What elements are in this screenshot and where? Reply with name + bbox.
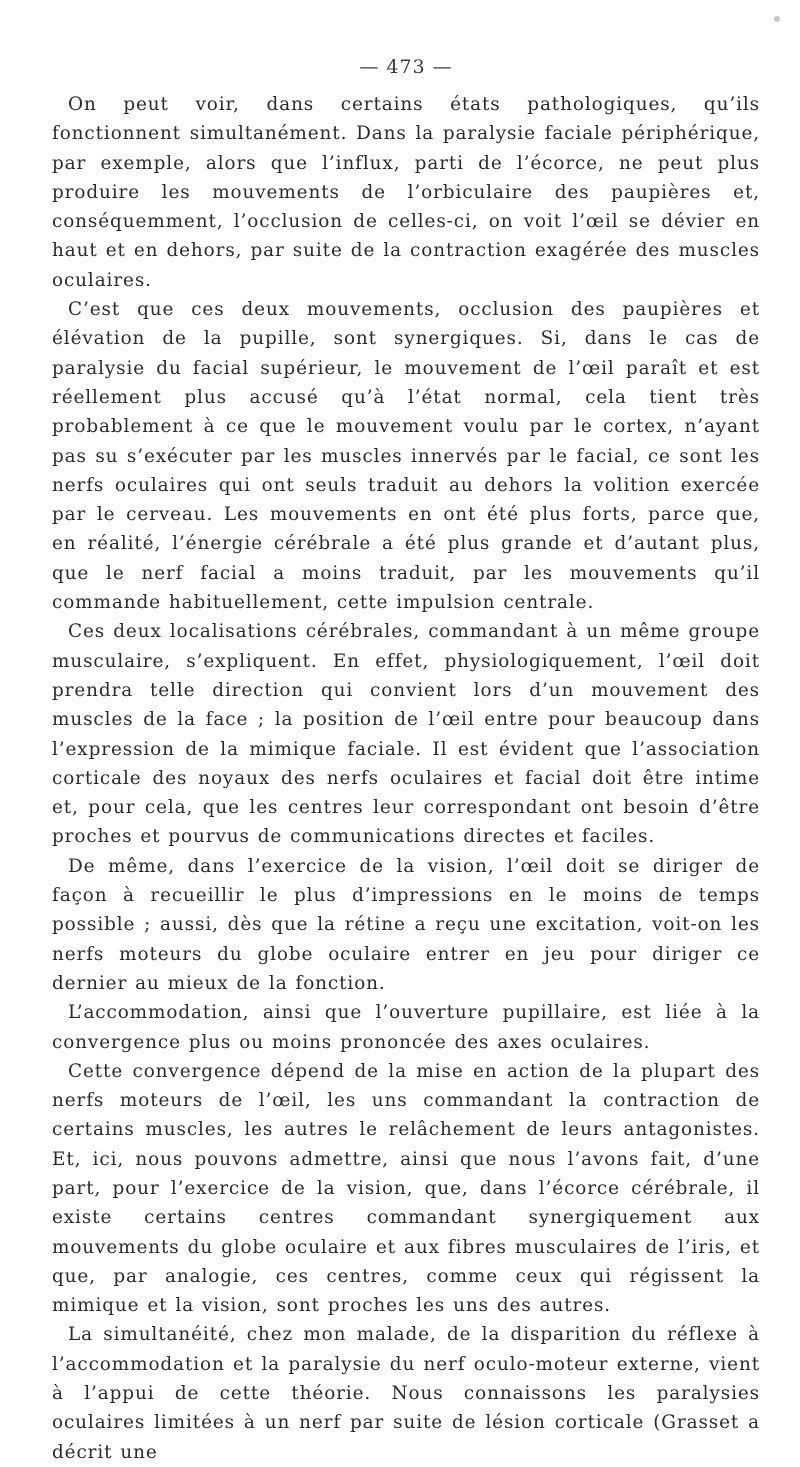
body-text	[52, 90, 760, 1467]
paragraph-5: L’accommodation, ainsi que l’ouverture pupillaire, est liée à la convergence plus ou moins prononcée des axes oculaires.	[52, 1002, 760, 1053]
paragraph-6: Cette convergence dépend de la mise en action de la plupart des nerfs moteurs de l’œil, les uns commandant la contraction de certains muscles, les autres le relâchement de leurs antagonistes. Et, ici, nous pouvons admettre, ainsi que nous l’avons fait, d’une part, pour l’exercice de la vision, que, dans l’écorce cérébrale, il existe certains centres commandant synergiquement aux mouvements du globe oculaire et aux fibres musculaires de l’iris, et que, par analogie, ces centres, comme ceux qui régissent la mimique et la vision, sont proches les uns des autres.	[52, 1060, 760, 1317]
page-number: — 473 —	[359, 56, 453, 78]
page-speck	[774, 16, 780, 22]
paragraph-3: Ces deux localisations cérébrales, commandant à un même groupe musculaire, s’expliquent. En effet, physiologiquement, l’œil doit prendra telle direction qui convient lors d’un mouvement des muscles de la face ; la position de l’œil entre pour beaucoup dans l’expression de la mimique faciale. Il est évident que l’association corticale des noyaux des nerfs oculaires et facial doit être intime et, pour cela, que les centres leur correspondant ont besoin d’être proches et pourvus de communications directes et faciles.	[52, 621, 760, 848]
paragraph-1: On peut voir, dans certains états pathologiques, qu’ils fonctionnent simultanément. Dans la paralysie faciale périphérique, par exemple, alors que l’influx, parti de l’écorce, ne peut plus produire les mouvements de l’orbiculaire des paupières et, conséquemment, l’occlusion de celles-ci, on voit l’œil se dévier en haut et en dehors, par suite de la contraction exagérée des muscles oculaires.	[52, 94, 760, 291]
book-page	[52, 0, 760, 1463]
paragraph-7: La simultanéité, chez mon malade, de la disparition du réflexe à l’accommodation et la paralysie du nerf oculo-moteur externe, vient à l’appui de cette théorie. Nous connaissons les paralysies oculaires limitées à un nerf par suite de lésion corticale (Grasset a décrit une	[52, 1324, 760, 1463]
paragraph-4: De même, dans l’exercice de la vision, l’œil doit se diriger de façon à recueillir le plus d’impressions en le moins de temps possible ; aussi, dès que la rétine a reçu une excitation, voit-on les nerfs moteurs du globe oculaire entrer en jeu pour diriger ce dernier au mieux de la fonction.	[52, 855, 760, 994]
paragraph-2: C’est que ces deux mouvements, occlusion des paupières et élévation de la pupille, sont synergiques. Si, dans le cas de paralysie du facial supérieur, le mouvement de l’œil paraît et est réellement plus accusé qu’à l’état normal, cela tient très probablement à ce que le mouvement voulu par le cortex, n’ayant pas su s’exécuter par les muscles innervés par le facial, ce sont les nerfs oculaires qui ont seuls traduit au dehors la volition exercée par le cerveau. Les mouvements en ont été plus forts, parce que, en réalité, l’énergie cérébrale a été plus grande et d’autant plus, que le nerf facial a moins traduit, par les mouvements qu’il commande habituellement, cette impulsion centrale.	[52, 299, 760, 614]
